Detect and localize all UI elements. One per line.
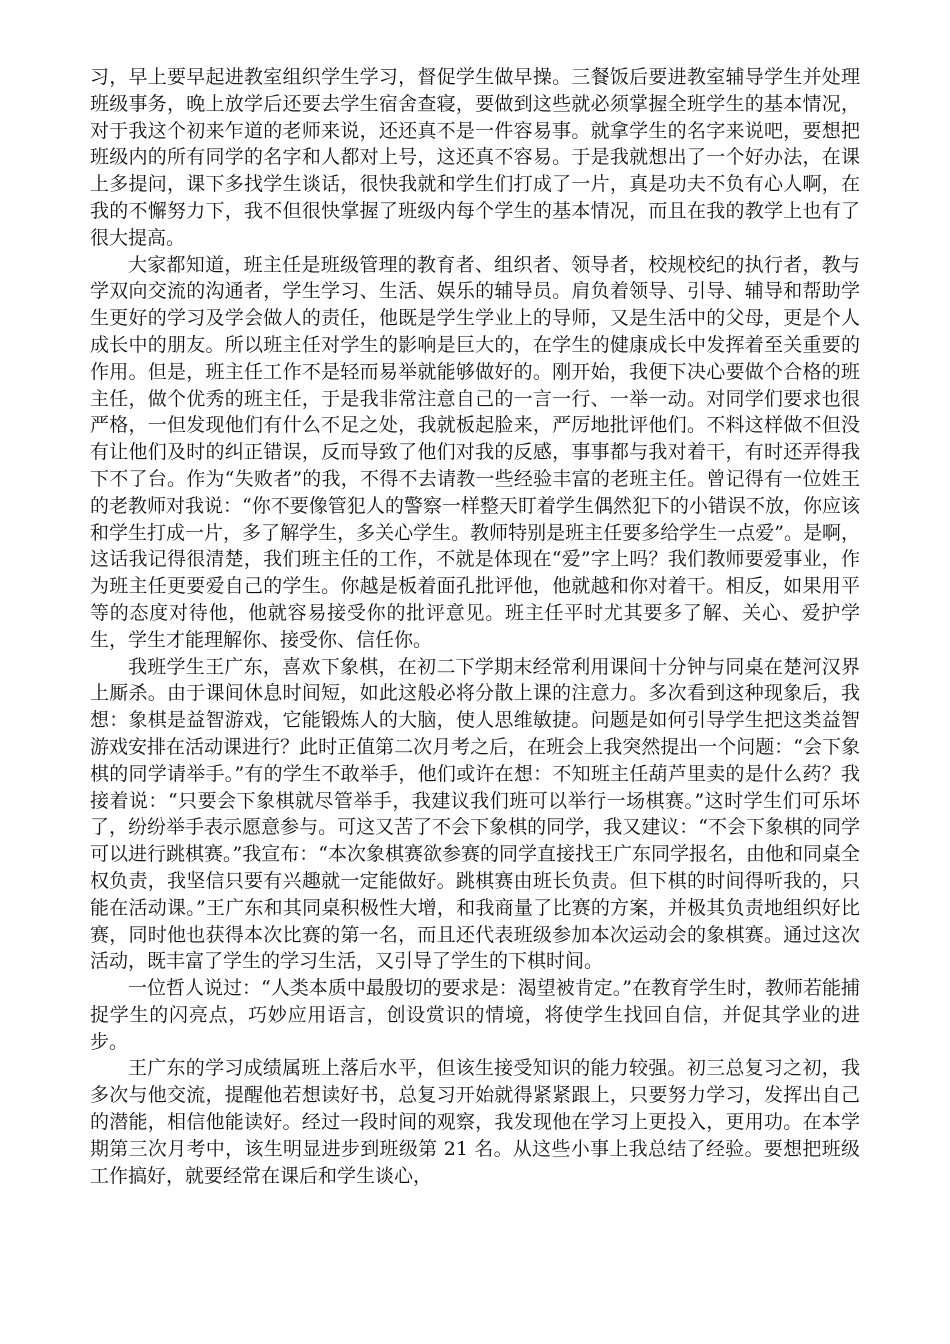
document-page (90, 64, 860, 1189)
paragraph-3: 我班学生王广东，喜欢下象棋，在初二下学期末经常利用课间十分钟与同桌在楚河汉界上厮杀。由于课间休息时间短，如此这般必将分散上课的注意力。多次看到这种现象后，我想：象棋是益智游戏，它能锻炼人的大脑，使人思维敏捷。问题是如何引导学生把这类益智游戏安排在活动课进行？此时正值第二次月考之后，在班会上我突然提出一个问题：“会下象棋的同学请举手。”有的学生不敢举手，他们或许在想：不知班主任葫芦里卖的是什么药？我接着说：“只要会下象棋就尽管举手，我建议我们班可以举行一场棋赛。”这时学生们可乐坏了，纷纷举手表示愿意参与。可这又苦了不会下象棋的同学，我又建议：“不会下象棋的同学可以进行跳棋赛。”我宣布：“本次象棋赛欲参赛的同学直接找王广东同学报名，由他和同桌全权负责，我坚信只要有兴趣就一定能做好。跳棋赛由班长负责。但下棋的时间得听我的，只能在活动课。”王广东和其同桌积极性大增，和我商量了比赛的方案，并极其负责地组织好比赛，同时他也获得本次比赛的第一名，而且还代表班级参加本次运动会的象棋赛。通过这次活动，既丰富了学生的学习生活，又引导了学生的下棋时间。 (90, 655, 860, 973)
paragraph-2: 大家都知道，班主任是班级管理的教育者、组织者、领导者，校规校纪的执行者，教与学双向交流的沟通者，学生学习、生活、娱乐的辅导员。肩负着领导、引导、辅导和帮助学生更好的学习及学会做人的责任，他既是学生学业上的导师，又是生活中的父母，更是个人成长中的朋友。所以班主任对学生的影响是巨大的，在学生的健康成长中发挥着至关重要的作用。但是，班主任工作不是轻而易举就能够做好的。刚开始，我便下决心要做个合格的班主任，做个优秀的班主任，于是我非常注意自己的一言一行、一举一动。对同学们要求也很严格，一但发现他们有什么不足之处，我就板起脸来，严厉地批评他们。不料这样做不但没有让他们及时的纠正错误，反而导致了他们对我的反感，事事都与我对着干，有时还弄得我下不了台。作为“失败者”的我，不得不去请教一些经验丰富的老班主任。曾记得有一位姓王的老教师对我说：“你不要像管犯人的警察一样整天盯着学生偶然犯下的小错误不放，你应该和学生打成一片，多了解学生，多关心学生。教师特别是班主任要多给学生一点爱”。是啊，这话我记得很清楚，我们班主任的工作，不就是体现在“爱”字上吗？我们教师要爱事业，作为班主任更要爱自己的学生。你越是板着面孔批评他，他就越和你对着干。相反，如果用平等的态度对待他，他就容易接受你的批评意见。班主任平时尤其要多了解、关心、爱护学生，学生才能理解你、接受你、信任你。 (90, 253, 860, 651)
paragraph-5: 王广东的学习成绩属班上落后水平，但该生接受知识的能力较强。初三总复习之初，我多次与他交流，提醒他若想读好书，总复习开始就得紧紧跟上，只要努力学习，发挥出自己的潜能，相信他能读好。经过一段时间的观察，我发现他在学习上更投入，更用功。在本学期第三次月考中，该生明显进步到班级第 21 名。从这些小事上我总结了经验。要想把班级工作搞好，就要经常在课后和学生谈心， (90, 1057, 860, 1187)
paragraph-4: 一位哲人说过：“人类本质中最殷切的要求是：渴望被肯定。”在教育学生时，教师若能捕捉学生的闪亮点，巧妙应用语言，创设赏识的情境，将使学生找回自信，并促其学业的进步。 (90, 977, 860, 1053)
paragraph-1: 习，早上要早起进教室组织学生学习，督促学生做早操。三餐饭后要进教室辅导学生并处理班级事务，晚上放学后还要去学生宿舍查寝，要做到这些就必须掌握全班学生的基本情况，对于我这个初来乍道的老师来说，还还真不是一件容易事。就拿学生的名字来说吧，要想把班级内的所有同学的名字和人都对上号，这还真不容易。于是我就想出了一个好办法，在课上多提问，课下多找学生谈话，很快我就和学生们打成了一片，真是功夫不负有心人啊，在我的不懈努力下，我不但很快掌握了班级内每个学生的基本情况，而且在我的教学上也有了很大提高。 (90, 66, 860, 249)
